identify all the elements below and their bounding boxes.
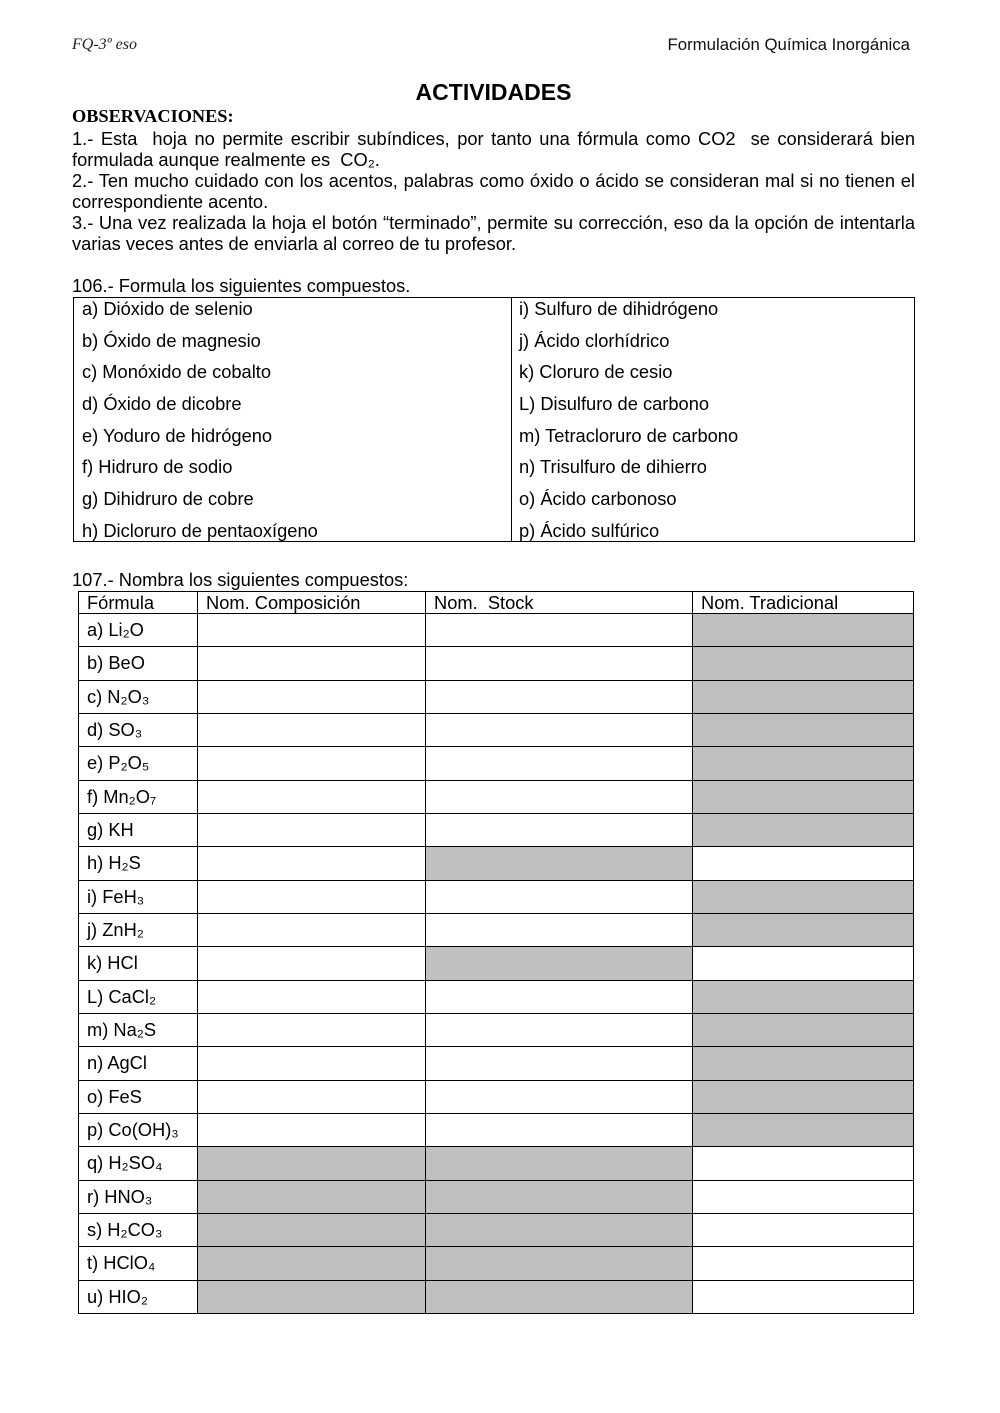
stock-answer-input[interactable] xyxy=(426,915,692,945)
stock-answer-input[interactable] xyxy=(426,682,692,712)
table-row xyxy=(79,1213,914,1246)
formula-cell: i) FeH₃ xyxy=(79,880,198,913)
composicion-answer-input[interactable] xyxy=(198,1115,425,1145)
column-header-tradicional: Nom. Tradicional xyxy=(693,592,914,614)
stock-cell xyxy=(426,713,693,746)
formula-cell: d) SO₃ xyxy=(79,713,198,746)
formula-answer-input[interactable] xyxy=(683,486,908,512)
compound-item xyxy=(74,483,511,515)
naming-table-body xyxy=(79,614,914,1314)
exercise-107-instruction: 107.- Nombra los siguientes compuestos: xyxy=(72,569,409,590)
stock-answer-input[interactable] xyxy=(426,815,692,845)
composicion-answer-input[interactable] xyxy=(198,882,425,912)
formula-cell: u) HIO₂ xyxy=(79,1280,198,1313)
tradicional-answer-input[interactable] xyxy=(693,1148,913,1178)
table-row xyxy=(79,1247,914,1280)
compound-name: f) Hidruro de sodio xyxy=(82,456,233,478)
composicion-cell xyxy=(198,913,426,946)
formula-cell: f) Mn₂O₇ xyxy=(79,780,198,813)
stock-cell xyxy=(426,980,693,1013)
stock-shaded-cell xyxy=(426,1280,693,1313)
formula-cell: t) HClO₄ xyxy=(79,1247,198,1280)
table-row xyxy=(79,913,914,946)
formula-cell: h) H₂S xyxy=(79,847,198,880)
tradicional-shaded-cell xyxy=(693,713,914,746)
stock-answer-input[interactable] xyxy=(426,648,692,678)
composicion-cell xyxy=(198,1080,426,1113)
observation-line: varias veces antes de enviarla al correo de tu profesor. xyxy=(72,233,517,254)
table-row xyxy=(79,847,914,880)
tradicional-shaded-cell xyxy=(693,1113,914,1146)
observation-line: 3.- Una vez realizada la hoja el botón “terminado”, permite su corrección, eso da la opción de intentarla xyxy=(72,212,915,233)
formula-cell: p) Co(OH)₃ xyxy=(79,1113,198,1146)
composicion-shaded-cell xyxy=(198,1180,426,1213)
formula-cell: r) HNO₃ xyxy=(79,1180,198,1213)
compound-item xyxy=(512,515,914,542)
composicion-answer-input[interactable] xyxy=(198,682,425,712)
composicion-answer-input[interactable] xyxy=(198,715,425,745)
exercise-106-instruction: 106.- Formula los siguientes compuestos. xyxy=(72,275,411,296)
composicion-answer-input[interactable] xyxy=(198,1082,425,1112)
observation-line: 1.- Esta hoja no permite escribir subíndices, por tanto una fórmula como CO2 se considerará bien xyxy=(72,128,915,149)
compound-item xyxy=(512,297,914,325)
stock-answer-input[interactable] xyxy=(426,1082,692,1112)
formula-answer-input[interactable] xyxy=(238,454,505,480)
tradicional-answer-input[interactable] xyxy=(693,1282,913,1312)
formula-answer-input[interactable] xyxy=(277,359,505,385)
compound-item xyxy=(512,388,914,420)
formula-cell: g) KH xyxy=(79,813,198,846)
compound-name: b) Óxido de magnesio xyxy=(82,329,261,351)
compound-name: i) Sulfuro de dihidrógeno xyxy=(519,297,719,319)
compound-item xyxy=(512,451,914,483)
tradicional-shaded-cell xyxy=(693,980,914,1013)
tradicional-cell xyxy=(693,847,914,880)
formula-answer-input[interactable] xyxy=(665,518,908,542)
table-row xyxy=(79,1013,914,1046)
composicion-cell xyxy=(198,614,426,647)
stock-answer-input[interactable] xyxy=(426,1048,692,1078)
compound-name: h) Dicloruro de pentaoxígeno xyxy=(82,519,318,541)
stock-answer-input[interactable] xyxy=(426,1015,692,1045)
compound-name: L) Disulfuro de carbono xyxy=(519,392,710,414)
compound-item xyxy=(74,515,511,542)
table-row xyxy=(79,614,914,647)
formula-answer-input[interactable] xyxy=(260,486,505,512)
formula-answer-input[interactable] xyxy=(324,518,505,542)
formula-cell: n) AgCl xyxy=(79,1047,198,1080)
formula-answer-input[interactable] xyxy=(267,328,505,354)
formula-cell: m) Na₂S xyxy=(79,1013,198,1046)
tradicional-shaded-cell xyxy=(693,1080,914,1113)
compound-column-right xyxy=(512,297,914,542)
tradicional-shaded-cell xyxy=(693,680,914,713)
tradicional-cell xyxy=(693,1213,914,1246)
composicion-answer-input[interactable] xyxy=(198,848,425,878)
tradicional-shaded-cell xyxy=(693,747,914,780)
tradicional-shaded-cell xyxy=(693,813,914,846)
exercise-106-table xyxy=(73,297,915,542)
stock-shaded-cell xyxy=(426,947,693,980)
tradicional-cell xyxy=(693,947,914,980)
compound-item xyxy=(512,325,914,357)
formula-cell: q) H₂SO₄ xyxy=(79,1147,198,1180)
tradicional-shaded-cell xyxy=(693,614,914,647)
stock-answer-input[interactable] xyxy=(426,615,692,645)
tradicional-shaded-cell xyxy=(693,647,914,680)
formula-answer-input[interactable] xyxy=(678,359,908,385)
formula-cell: a) Li₂O xyxy=(79,614,198,647)
stock-answer-input[interactable] xyxy=(426,1115,692,1145)
compound-item xyxy=(512,483,914,515)
composicion-cell xyxy=(198,713,426,746)
stock-shaded-cell xyxy=(426,1247,693,1280)
formula-cell: s) H₂CO₃ xyxy=(79,1213,198,1246)
composicion-answer-input[interactable] xyxy=(198,648,425,678)
table-row xyxy=(79,1280,914,1313)
exercise-107-table xyxy=(78,591,914,1314)
tradicional-answer-input[interactable] xyxy=(693,848,913,878)
composicion-answer-input[interactable] xyxy=(198,615,425,645)
tradicional-shaded-cell xyxy=(693,1013,914,1046)
compound-name: j) Ácido clorhídrico xyxy=(519,329,670,351)
compound-name: e) Yoduro de hidrógeno xyxy=(82,424,273,446)
table-row xyxy=(79,1047,914,1080)
table-row xyxy=(79,1180,914,1213)
table-row xyxy=(79,780,914,813)
composicion-cell xyxy=(198,1113,426,1146)
stock-answer-input[interactable] xyxy=(426,715,692,745)
column-header-stock: Nom. Stock xyxy=(426,592,693,614)
stock-cell xyxy=(426,1113,693,1146)
composicion-cell xyxy=(198,847,426,880)
compound-name: k) Cloruro de cesio xyxy=(519,361,673,383)
formula-answer-input[interactable] xyxy=(713,454,908,480)
compound-name: m) Tetracloruro de carbono xyxy=(519,424,739,446)
tradicional-cell xyxy=(693,1247,914,1280)
table-row xyxy=(79,980,914,1013)
composicion-answer-input[interactable] xyxy=(198,948,425,978)
table-row xyxy=(79,680,914,713)
compound-name: p) Ácido sulfúrico xyxy=(519,519,660,541)
table-row xyxy=(79,813,914,846)
observation-line: formulada aunque realmente es CO₂. xyxy=(72,149,380,170)
composicion-answer-input[interactable] xyxy=(198,1015,425,1045)
observations-heading: OBSERVACIONES: xyxy=(72,106,234,126)
subject-title: Formulación Química Inorgánica xyxy=(667,35,910,54)
formula-cell: j) ZnH₂ xyxy=(79,913,198,946)
compound-item xyxy=(512,420,914,452)
stock-answer-input[interactable] xyxy=(426,748,692,778)
compound-item xyxy=(74,297,511,325)
column-header-composicion: Nom. Composición xyxy=(198,592,426,614)
compound-name: a) Dióxido de selenio xyxy=(82,297,253,319)
compound-name: c) Monóxido de cobalto xyxy=(82,361,272,383)
composicion-answer-input[interactable] xyxy=(198,982,425,1012)
compound-name: d) Óxido de dicobre xyxy=(82,392,242,414)
stock-cell xyxy=(426,913,693,946)
composicion-cell xyxy=(198,1013,426,1046)
composicion-cell xyxy=(198,747,426,780)
tradicional-shaded-cell xyxy=(693,780,914,813)
formula-cell: L) CaCl₂ xyxy=(79,980,198,1013)
stock-cell xyxy=(426,1080,693,1113)
composicion-cell xyxy=(198,980,426,1013)
composicion-cell xyxy=(198,880,426,913)
observation-line: 2.- Ten mucho cuidado con los acentos, palabras como óxido o ácido se consideran mal si no tienen el xyxy=(72,170,915,191)
compound-item xyxy=(74,451,511,483)
composicion-answer-input[interactable] xyxy=(198,1048,425,1078)
stock-cell xyxy=(426,747,693,780)
stock-shaded-cell xyxy=(426,1147,693,1180)
compound-name: o) Ácido carbonoso xyxy=(519,487,677,509)
stock-cell xyxy=(426,1047,693,1080)
compound-item xyxy=(74,325,511,357)
composicion-cell xyxy=(198,1047,426,1080)
tradicional-shaded-cell xyxy=(693,913,914,946)
formula-cell: k) HCl xyxy=(79,947,198,980)
composicion-shaded-cell xyxy=(198,1247,426,1280)
formula-answer-input[interactable] xyxy=(724,297,908,322)
composicion-answer-input[interactable] xyxy=(198,915,425,945)
formula-answer-input[interactable] xyxy=(715,391,908,417)
formula-cell: o) FeS xyxy=(79,1080,198,1113)
table-header-row xyxy=(79,592,914,614)
composicion-cell xyxy=(198,680,426,713)
stock-cell xyxy=(426,780,693,813)
composicion-answer-input[interactable] xyxy=(198,782,425,812)
table-row xyxy=(79,1080,914,1113)
compound-column-left xyxy=(74,297,511,542)
tradicional-cell xyxy=(693,1147,914,1180)
column-header-formula: Fórmula xyxy=(79,592,198,614)
composicion-answer-input[interactable] xyxy=(198,815,425,845)
stock-cell xyxy=(426,614,693,647)
composicion-cell xyxy=(198,647,426,680)
table-row xyxy=(79,713,914,746)
tradicional-shaded-cell xyxy=(693,1047,914,1080)
observation-line: correspondiente acento. xyxy=(72,191,269,212)
stock-shaded-cell xyxy=(426,847,693,880)
stock-cell xyxy=(426,680,693,713)
stock-cell xyxy=(426,813,693,846)
formula-answer-input[interactable] xyxy=(675,328,908,354)
composicion-cell xyxy=(198,813,426,846)
compound-name: g) Dihidruro de cobre xyxy=(82,487,254,509)
tradicional-cell xyxy=(693,1280,914,1313)
composicion-shaded-cell xyxy=(198,1213,426,1246)
tradicional-answer-input[interactable] xyxy=(693,1248,913,1278)
stock-answer-input[interactable] xyxy=(426,982,692,1012)
stock-cell xyxy=(426,880,693,913)
table-row xyxy=(79,947,914,980)
stock-answer-input[interactable] xyxy=(426,782,692,812)
stock-answer-input[interactable] xyxy=(426,882,692,912)
compound-item xyxy=(74,420,511,452)
formula-answer-input[interactable] xyxy=(744,423,908,449)
composicion-shaded-cell xyxy=(198,1147,426,1180)
stock-shaded-cell xyxy=(426,1213,693,1246)
table-row xyxy=(79,647,914,680)
composicion-answer-input[interactable] xyxy=(198,748,425,778)
course-label: FQ-3º eso xyxy=(72,36,137,53)
tradicional-answer-input[interactable] xyxy=(693,1182,913,1212)
formula-cell: c) N₂O₃ xyxy=(79,680,198,713)
page-title: ACTIVIDADES xyxy=(415,79,572,105)
observations-text xyxy=(72,128,915,254)
tradicional-shaded-cell xyxy=(693,880,914,913)
tradicional-cell xyxy=(693,1180,914,1213)
stock-cell xyxy=(426,647,693,680)
formula-answer-input[interactable] xyxy=(278,423,505,449)
compound-item xyxy=(512,356,914,388)
formula-cell: e) P₂O₅ xyxy=(79,747,198,780)
formula-answer-input[interactable] xyxy=(248,391,505,417)
tradicional-answer-input[interactable] xyxy=(693,1215,913,1245)
table-row xyxy=(79,1147,914,1180)
composicion-cell xyxy=(198,780,426,813)
compound-item xyxy=(74,388,511,420)
table-row xyxy=(79,880,914,913)
stock-cell xyxy=(426,1013,693,1046)
compound-item xyxy=(74,356,511,388)
stock-shaded-cell xyxy=(426,1180,693,1213)
table-row xyxy=(79,747,914,780)
compound-name: n) Trisulfuro de dihierro xyxy=(519,456,707,478)
table-row xyxy=(79,1113,914,1146)
formula-cell: b) BeO xyxy=(79,647,198,680)
tradicional-answer-input[interactable] xyxy=(693,948,913,978)
composicion-cell xyxy=(198,947,426,980)
composicion-shaded-cell xyxy=(198,1280,426,1313)
formula-answer-input[interactable] xyxy=(259,297,505,322)
